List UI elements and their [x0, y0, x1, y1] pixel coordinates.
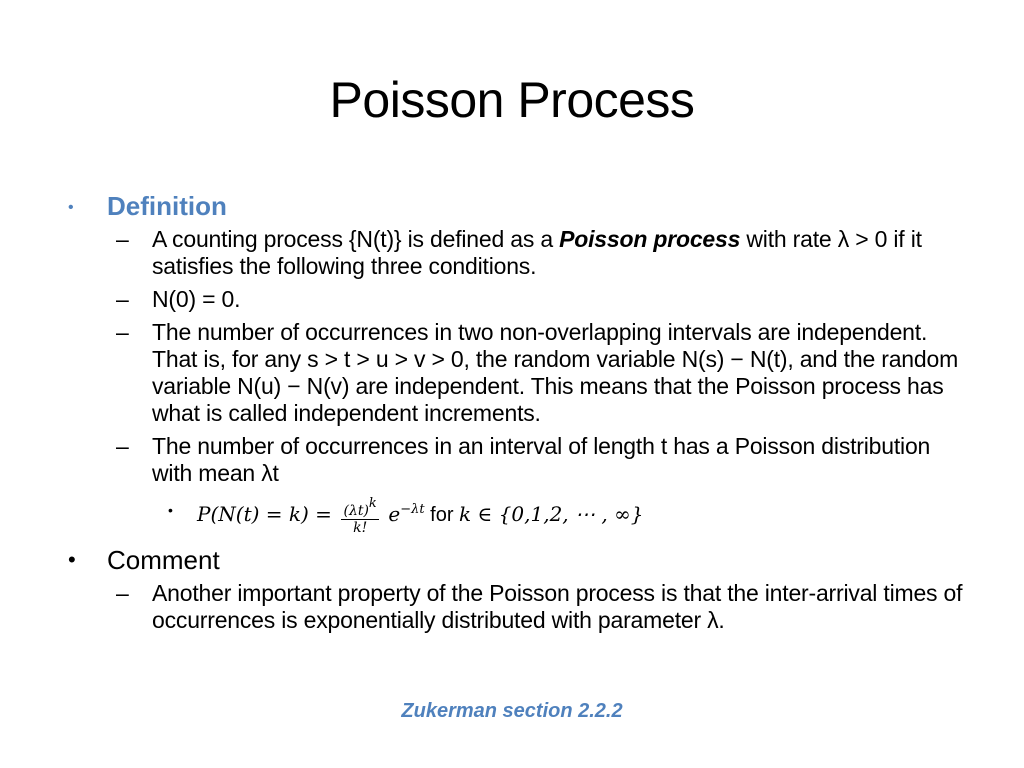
formula-fraction: [341, 496, 378, 536]
comment-heading: Comment: [107, 544, 220, 575]
formula-lhs: P(N(t) = k) =: [197, 502, 332, 526]
poisson-formula-item: [64, 495, 964, 536]
dash-icon: –: [116, 319, 129, 345]
formula-exp-power: −λt: [400, 502, 425, 517]
slide-content: [64, 190, 964, 640]
comment-heading-item: [64, 544, 964, 576]
comment-item-1-text: Another important property of the Poisson process is that the inter-arrival times of occurrences is exponentially distributed with parameter λ.: [152, 579, 963, 633]
source-reference: Zukerman section 2.2.2: [401, 700, 623, 722]
definition-item-2: [64, 286, 964, 313]
formula-for-word: for: [430, 504, 454, 526]
definition-item-1-text-b: with rate λ > 0 if it satisfies the following three conditions.: [152, 226, 922, 279]
formula-denominator: k!: [353, 519, 368, 536]
definition-item-4-text: The number of occurrences in an interval of length t has a Poisson distribution with mean λt: [152, 433, 931, 486]
formula-numerator: [341, 496, 378, 520]
dash-icon: –: [116, 286, 129, 312]
definition-item-1: [64, 226, 964, 280]
dash-icon: –: [116, 226, 129, 252]
bullet-icon: •: [168, 502, 173, 518]
formula-numerator-base: (λt): [343, 502, 369, 519]
dash-icon: –: [116, 579, 129, 606]
definition-item-3: [64, 319, 964, 427]
formula-numerator-exponent: k: [368, 495, 377, 511]
poisson-process-emphasis: Poisson process: [559, 226, 741, 252]
definition-item-3-text: The number of occurrences in two non-overlapping intervals are independent. That is, for any s > t > u > v > 0, the random variable N(s) − N(t), and the random variable N(u) − N(v) are independent. This means that the Poisson process has what is called independent increments.: [152, 319, 959, 426]
slide-title: Poisson Process: [329, 72, 695, 128]
dash-icon: –: [116, 433, 129, 459]
definition-item-1-text-a: A counting process {N(t)} is defined as a: [152, 226, 560, 252]
formula-exp-base: e: [388, 502, 401, 526]
comment-item-1: [64, 580, 964, 634]
bullet-icon: •: [68, 546, 76, 572]
formula-domain: k ∈ {0,1,2, ⋯ , ∞}: [459, 502, 644, 526]
definition-item-4: [64, 433, 964, 487]
definition-heading: Definition: [107, 191, 227, 221]
bullet-icon: •: [68, 199, 74, 216]
definition-item-2-text: N(0) = 0.: [152, 286, 241, 312]
definition-heading-item: [64, 190, 964, 222]
